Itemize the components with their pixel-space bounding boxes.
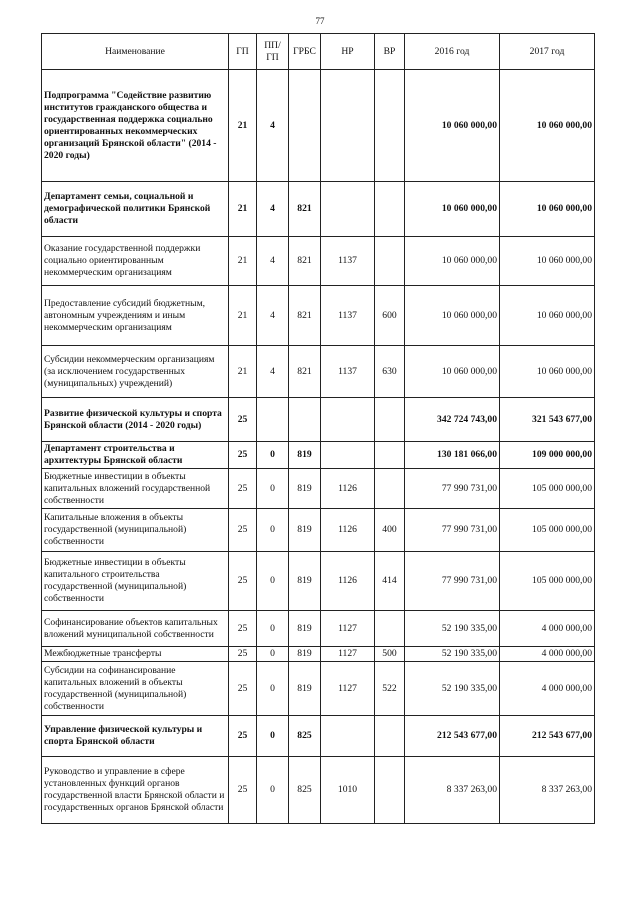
gp-cell: 25 (229, 398, 257, 442)
row-name-cell: Бюджетные инвестиции в объекты капитального строительства государственной (муниципальной) собственности (42, 552, 229, 611)
table-row (42, 611, 595, 647)
amount-2017-cell: 8 337 263,00 (500, 757, 595, 824)
vr-cell: 500 (375, 647, 405, 662)
grbs-cell: 819 (289, 469, 321, 509)
nr-cell (321, 182, 375, 237)
grbs-cell (289, 398, 321, 442)
gp-cell: 21 (229, 346, 257, 398)
grbs-cell: 819 (289, 662, 321, 716)
column-header-nr: НР (321, 34, 375, 70)
ppgp-cell: 0 (257, 716, 289, 757)
amount-2016-cell: 8 337 263,00 (405, 757, 500, 824)
row-name-cell: Софинансирование объектов капитальных вложений муниципальной собственности (42, 611, 229, 647)
row-name-cell: Управление физической культуры и спорта Брянской области (42, 716, 229, 757)
gp-cell: 25 (229, 469, 257, 509)
nr-cell: 1126 (321, 552, 375, 611)
nr-cell: 1137 (321, 346, 375, 398)
column-header-name: Наименование (42, 34, 229, 70)
nr-cell: 1126 (321, 469, 375, 509)
ppgp-cell: 4 (257, 286, 289, 346)
gp-cell: 25 (229, 662, 257, 716)
grbs-cell: 821 (289, 286, 321, 346)
amount-2016-cell: 212 543 677,00 (405, 716, 500, 757)
amount-2017-cell: 109 000 000,00 (500, 442, 595, 469)
table-row (42, 552, 595, 611)
row-name-cell: Субсидии некоммерческим организациям (за исключением государственных (муниципальных) учреждений) (42, 346, 229, 398)
vr-cell (375, 237, 405, 286)
budget-table (41, 33, 595, 824)
ppgp-cell: 4 (257, 346, 289, 398)
gp-cell: 21 (229, 286, 257, 346)
amount-2016-cell: 77 990 731,00 (405, 552, 500, 611)
table-row (42, 442, 595, 469)
column-header-2016: 2016 год (405, 34, 500, 70)
amount-2016-cell: 77 990 731,00 (405, 509, 500, 552)
row-name-cell: Развитие физической культуры и спорта Брянской области (2014 - 2020 годы) (42, 398, 229, 442)
gp-cell: 21 (229, 182, 257, 237)
amount-2017-cell: 10 060 000,00 (500, 70, 595, 182)
column-header-vr: ВР (375, 34, 405, 70)
amount-2017-cell: 212 543 677,00 (500, 716, 595, 757)
vr-cell (375, 611, 405, 647)
ppgp-cell: 0 (257, 662, 289, 716)
ppgp-cell (257, 398, 289, 442)
grbs-cell: 819 (289, 611, 321, 647)
gp-cell: 21 (229, 70, 257, 182)
vr-cell: 600 (375, 286, 405, 346)
amount-2016-cell: 10 060 000,00 (405, 70, 500, 182)
ppgp-cell: 4 (257, 237, 289, 286)
amount-2017-cell: 105 000 000,00 (500, 509, 595, 552)
table-row (42, 757, 595, 824)
table-row (42, 509, 595, 552)
grbs-cell (289, 70, 321, 182)
gp-cell: 25 (229, 757, 257, 824)
gp-cell: 25 (229, 611, 257, 647)
amount-2017-cell: 10 060 000,00 (500, 237, 595, 286)
ppgp-cell: 0 (257, 469, 289, 509)
vr-cell (375, 716, 405, 757)
amount-2017-cell: 105 000 000,00 (500, 469, 595, 509)
ppgp-cell: 4 (257, 70, 289, 182)
table-row (42, 237, 595, 286)
ppgp-cell: 0 (257, 611, 289, 647)
row-name-cell: Субсидии на софинансирование капитальных вложений в объекты государственной (муниципальной) собственности (42, 662, 229, 716)
amount-2016-cell: 52 190 335,00 (405, 647, 500, 662)
vr-cell (375, 442, 405, 469)
column-header-gp: ГП (229, 34, 257, 70)
amount-2016-cell: 10 060 000,00 (405, 286, 500, 346)
grbs-cell: 825 (289, 716, 321, 757)
table-row (42, 286, 595, 346)
grbs-cell: 825 (289, 757, 321, 824)
column-header-ppgp: ПП/ГП (257, 34, 289, 70)
grbs-cell: 819 (289, 509, 321, 552)
amount-2016-cell: 10 060 000,00 (405, 182, 500, 237)
row-name-cell: Руководство и управление в сфере установленных функций органов государственной власти Брянской области и государственных органов Брянской области (42, 757, 229, 824)
grbs-cell: 819 (289, 552, 321, 611)
gp-cell: 25 (229, 647, 257, 662)
page-number: 77 (315, 16, 325, 26)
vr-cell: 522 (375, 662, 405, 716)
gp-cell: 21 (229, 237, 257, 286)
amount-2017-cell: 4 000 000,00 (500, 647, 595, 662)
vr-cell: 630 (375, 346, 405, 398)
table-row (42, 716, 595, 757)
nr-cell: 1137 (321, 286, 375, 346)
nr-cell (321, 716, 375, 757)
ppgp-cell: 0 (257, 509, 289, 552)
grbs-cell: 821 (289, 237, 321, 286)
table-row (42, 70, 595, 182)
amount-2016-cell: 342 724 743,00 (405, 398, 500, 442)
table-row (42, 469, 595, 509)
row-name-cell: Оказание государственной поддержки социально ориентированным некоммерческим организациям (42, 237, 229, 286)
row-name-cell: Капитальные вложения в объекты государственной (муниципальной) собственности (42, 509, 229, 552)
grbs-cell: 821 (289, 346, 321, 398)
vr-cell (375, 182, 405, 237)
vr-cell (375, 757, 405, 824)
vr-cell (375, 398, 405, 442)
nr-cell: 1127 (321, 647, 375, 662)
grbs-cell: 821 (289, 182, 321, 237)
amount-2017-cell: 10 060 000,00 (500, 286, 595, 346)
column-header-2017: 2017 год (500, 34, 595, 70)
table-row (42, 398, 595, 442)
row-name-cell: Бюджетные инвестиции в объекты капитальных вложений государственной собственности (42, 469, 229, 509)
grbs-cell: 819 (289, 647, 321, 662)
amount-2017-cell: 10 060 000,00 (500, 182, 595, 237)
row-name-cell: Департамент семьи, социальной и демографической политики Брянской области (42, 182, 229, 237)
amount-2017-cell: 321 543 677,00 (500, 398, 595, 442)
amount-2017-cell: 4 000 000,00 (500, 611, 595, 647)
nr-cell: 1126 (321, 509, 375, 552)
grbs-cell: 819 (289, 442, 321, 469)
nr-cell (321, 442, 375, 469)
gp-cell: 25 (229, 716, 257, 757)
nr-cell: 1127 (321, 662, 375, 716)
nr-cell: 1127 (321, 611, 375, 647)
vr-cell: 414 (375, 552, 405, 611)
ppgp-cell: 0 (257, 442, 289, 469)
amount-2017-cell: 105 000 000,00 (500, 552, 595, 611)
table-row (42, 662, 595, 716)
amount-2016-cell: 52 190 335,00 (405, 611, 500, 647)
nr-cell: 1010 (321, 757, 375, 824)
row-name-cell: Департамент строительства и архитектуры Брянской области (42, 442, 229, 469)
amount-2016-cell: 10 060 000,00 (405, 346, 500, 398)
vr-cell (375, 469, 405, 509)
table-row (42, 346, 595, 398)
ppgp-cell: 0 (257, 647, 289, 662)
gp-cell: 25 (229, 552, 257, 611)
gp-cell: 25 (229, 442, 257, 469)
nr-cell: 1137 (321, 237, 375, 286)
nr-cell (321, 70, 375, 182)
ppgp-cell: 0 (257, 757, 289, 824)
amount-2016-cell: 52 190 335,00 (405, 662, 500, 716)
amount-2016-cell: 130 181 066,00 (405, 442, 500, 469)
row-name-cell: Межбюджетные трансферты (42, 647, 229, 662)
row-name-cell: Предоставление субсидий бюджетным, автономным учреждениям и иным некоммерческим организациям (42, 286, 229, 346)
vr-cell (375, 70, 405, 182)
table-row (42, 182, 595, 237)
amount-2017-cell: 10 060 000,00 (500, 346, 595, 398)
amount-2017-cell: 4 000 000,00 (500, 662, 595, 716)
ppgp-cell: 4 (257, 182, 289, 237)
nr-cell (321, 398, 375, 442)
row-name-cell: Подпрограмма "Содействие развитию институтов гражданского общества и государственная поддержка социально ориентированных некоммерческих организаций Брянской области" (2014 - 2020 годы) (42, 70, 229, 182)
gp-cell: 25 (229, 509, 257, 552)
column-header-grbs: ГРБС (289, 34, 321, 70)
amount-2016-cell: 10 060 000,00 (405, 237, 500, 286)
table-row (42, 647, 595, 662)
amount-2016-cell: 77 990 731,00 (405, 469, 500, 509)
table-header-row (42, 34, 595, 70)
ppgp-cell: 0 (257, 552, 289, 611)
vr-cell: 400 (375, 509, 405, 552)
